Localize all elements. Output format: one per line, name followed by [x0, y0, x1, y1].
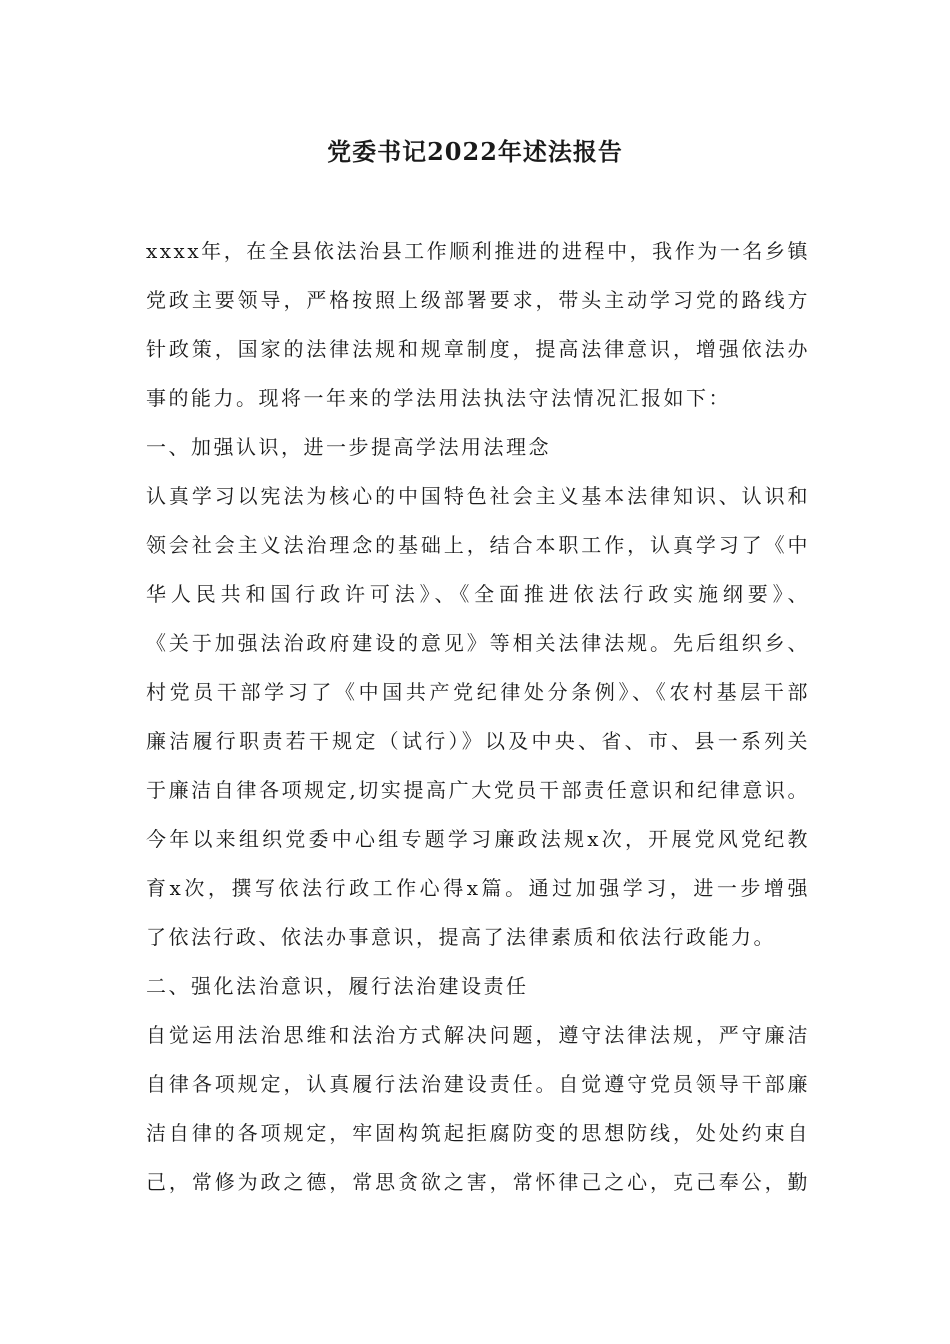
- paragraph-line: 《关于加强法治政府建设的意见》等相关法律法规。先后组织乡、: [146, 631, 810, 655]
- section-heading: 二、强化法治意识，履行法治建设责任: [146, 974, 529, 998]
- paragraph-line: 廉洁履行职责若干规定（试行）》以及中央、省、市、县一系列关: [146, 729, 810, 753]
- paragraph-line: 洁自律的各项规定，牢固构筑起拒腐防变的思想防线，处处约束自: [146, 1121, 810, 1145]
- paragraph-line: 今年以来组织党委中心组专题学习廉政法规x次，开展党风党纪教: [146, 827, 810, 851]
- paragraph-line: 村党员干部学习了《中国共产党纪律处分条例》、《农村基层干部: [146, 680, 810, 704]
- paragraph-line: 育x次，撰写依法行政工作心得x篇。通过加强学习，进一步增强: [146, 876, 810, 900]
- paragraph-line: 己，常修为政之德，常思贪欲之害，常怀律己之心，克己奉公，勤: [146, 1170, 810, 1194]
- document-title: 党委书记2022年述法报告: [327, 137, 623, 166]
- paragraph-line: 事的能力。现将一年来的学法用法执法守法情况汇报如下：: [146, 386, 731, 410]
- paragraph-line: 针政策，国家的法律法规和规章制度，提高法律意识，增强依法办: [146, 337, 810, 361]
- paragraph-line: 领会社会主义法治理念的基础上，结合本职工作，认真学习了《中: [146, 533, 810, 557]
- paragraph-line: 华人民共和国行政许可法》、《全面推进依法行政实施纲要》、: [146, 582, 810, 606]
- document-body: [146, 227, 810, 1207]
- paragraph-line: 自觉运用法治思维和法治方式解决问题，遵守法律法规，严守廉洁: [146, 1023, 810, 1047]
- paragraph-line: 了依法行政、依法办事意识，提高了法律素质和依法行政能力。: [146, 925, 776, 949]
- paragraph-line: 于廉洁自律各项规定,切实提高广大党员干部责任意识和纪律意识。: [146, 778, 810, 802]
- section-heading: 一、加强认识，进一步提高学法用法理念: [146, 435, 551, 459]
- paragraph-line: 认真学习以宪法为核心的中国特色社会主义基本法律知识、认识和: [146, 484, 810, 508]
- paragraph-line: 自律各项规定，认真履行法治建设责任。自觉遵守党员领导干部廉: [146, 1072, 810, 1096]
- paragraph-line: 党政主要领导，严格按照上级部署要求，带头主动学习党的路线方: [146, 288, 810, 312]
- paragraph-line: xxxx年，在全县依法治县工作顺利推进的进程中，我作为一名乡镇: [146, 239, 810, 263]
